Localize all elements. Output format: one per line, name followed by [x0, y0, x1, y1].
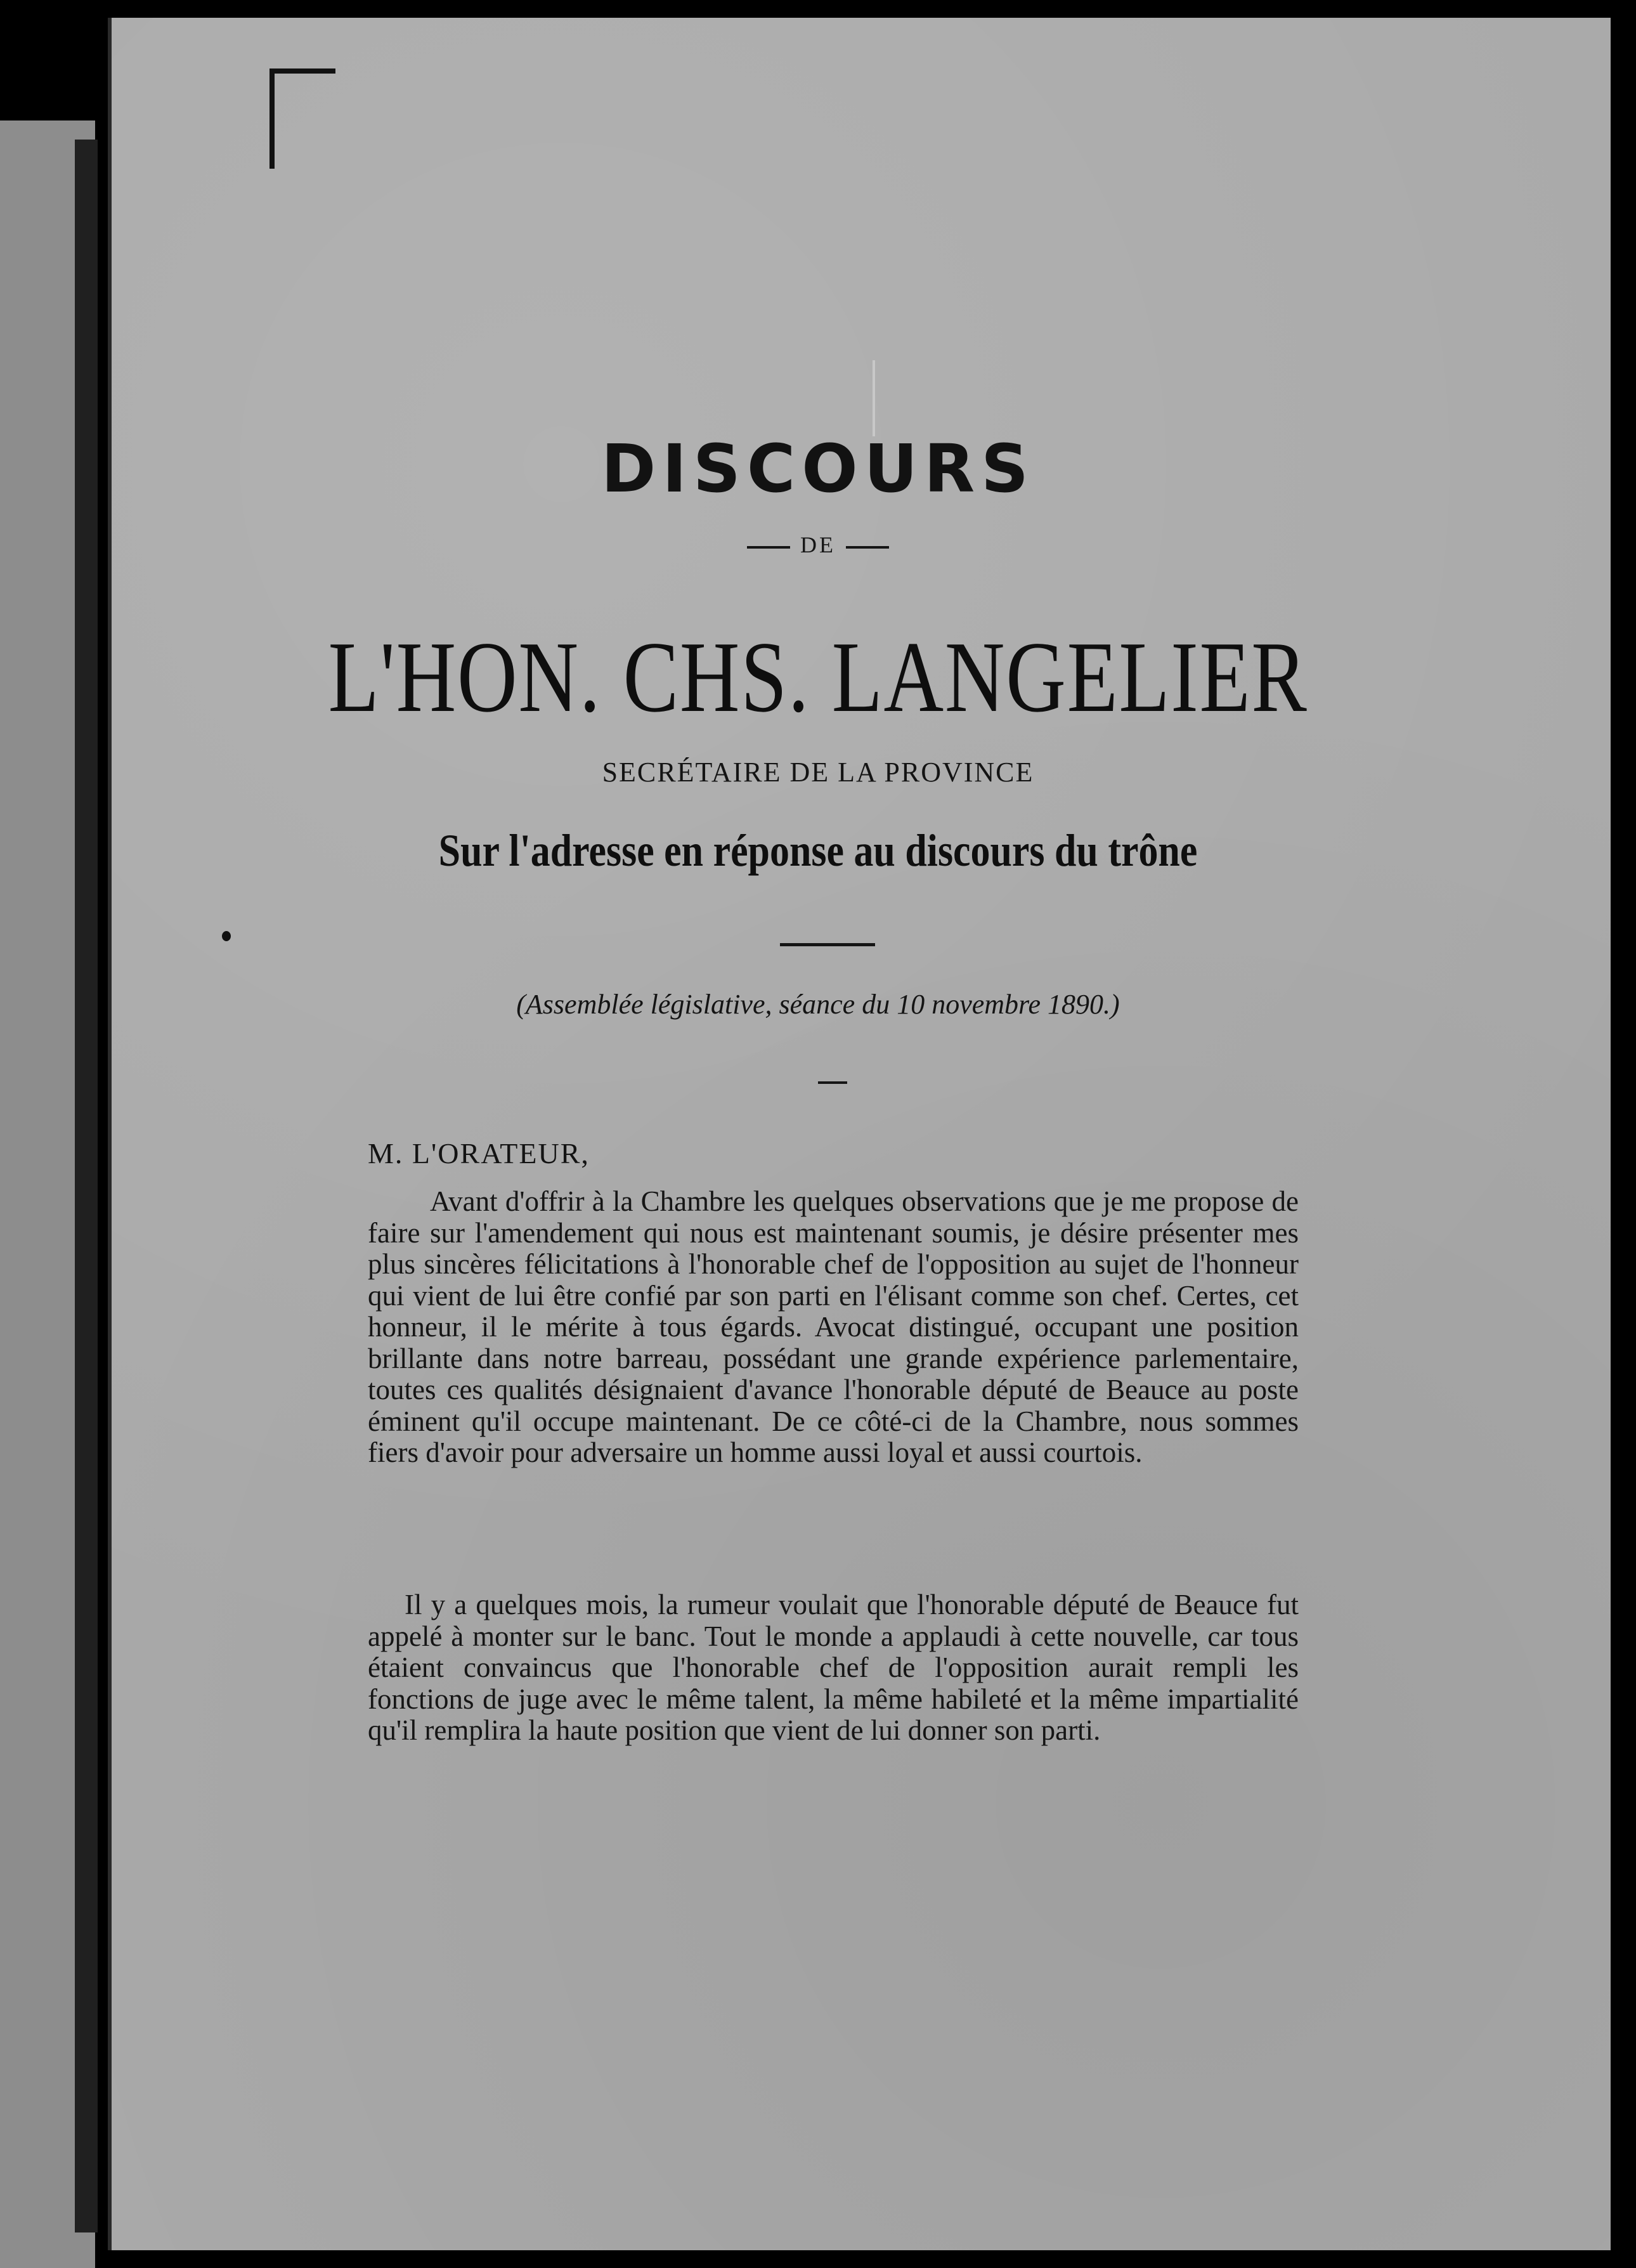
short-separator [818, 1081, 847, 1084]
speaker-name: L'HON. CHS. LANGELIER [328, 620, 1308, 733]
speaker-office: SECRÉTAIRE DE LA PROVINCE [602, 757, 1034, 788]
paragraph-2: Il y a quelques mois, la rumeur voulait que l'honorable député de Beauce fut appelé à monter sur le banc. Tout le monde a applaudi à cette nouvelle, car tous étaient convaincus que l'honorable chef de l'opposition aurait rempli les fonctions de juge avec le même talent, la même habileté et la même impartialité qu'il remplira la haute position que vient de lui donner son parti. [368, 1589, 1299, 1746]
ink-speck [222, 931, 231, 941]
document-title: DISCOURS [601, 430, 1035, 507]
paragraph-1: Avant d'offrir à la Chambre les quelques observations que je me propose de faire sur l'amendement qui nous est maintenant soumis, je désire présenter mes plus sincères félicitations à l'honorable chef de l'opposition au sujet de l'honneur qui vient de lui être confié par son parti en l'élisant comme son chef. Certes, cet honneur, il le mérite à tous égards. Avocat distingué, occupant une position brillante dans notre barreau, possédant une grande expérience parlementaire, toutes ces qualités désignaient d'avance l'honorable député de Beauce au poste éminent qu'il occupe maintenant. De ce côté-ci de la Chambre, nous sommes fiers d'avoir pour adversaire un homme aussi loyal et aussi courtois. [368, 1185, 1299, 1468]
connector-word: DE [800, 532, 836, 557]
salutation: M. L'ORATEUR, [368, 1137, 590, 1170]
scanned-page [108, 18, 1611, 2250]
session-note: (Assemblée législative, séance du 10 novembre 1890.) [516, 989, 1120, 1020]
connector-dash-left [747, 546, 790, 549]
connector-dash-right [846, 546, 889, 549]
separator-rule [780, 943, 875, 946]
crop-mark [269, 68, 335, 169]
paper-crease [873, 360, 875, 436]
title-connector [0, 531, 1636, 558]
speech-subject: Sur l'adresse en réponse au discours du trône [438, 825, 1198, 876]
